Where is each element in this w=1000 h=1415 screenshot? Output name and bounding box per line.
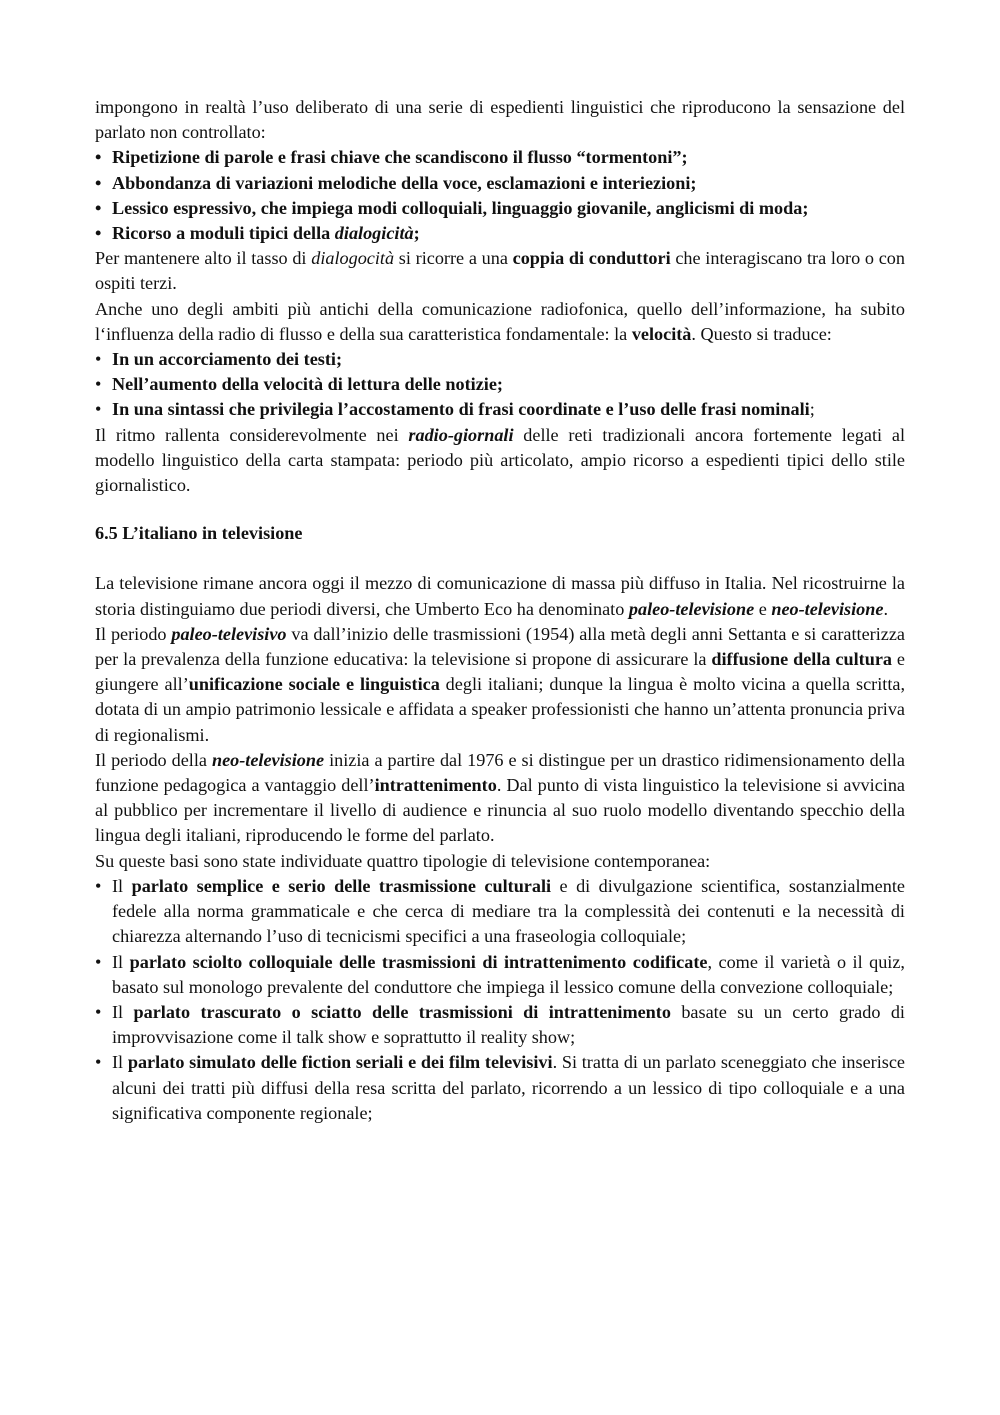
- paragraph-intro: impongono in realtà l’uso deliberato di una serie di espedienti linguistici che riproducono la sensazione del parlato non controllato:: [95, 97, 905, 143]
- list-item: • Nell’aumento della velocità di lettura delle notizie;: [95, 372, 905, 397]
- bullet-icon: •: [95, 349, 102, 370]
- paragraph-tv-intro: La televisione rimane ancora oggi il mezzo di comunicazione di massa più diffuso in Italia. Nel ricostruirne la storia distinguiamo due periodi diversi, che Umberto Eco ha denominato paleo-televisione e neo-televisione.: [95, 573, 905, 619]
- bullet-icon: •: [95, 197, 102, 218]
- bullet-icon: •: [95, 1052, 102, 1073]
- paragraph-radio-news: Il ritmo rallenta considerevolmente nei radio-giornali delle reti tradizionali ancora fortemente legati al modello linguistico della carta stampata: periodo più articolato, ampio ricorso a espedienti tipici dello stile giornalistico.: [95, 424, 905, 496]
- paragraph-paleo-tv: Il periodo paleo-televisivo va dall’inizio delle trasmissioni (1954) alla metà degli anni Settanta e si caratterizza per la prevalenza della funzione educativa: la televisione si propone di assicurare la diffusione della cultura e giungere all’unificazione sociale e linguistica degli italiani; dunque la lingua è molto vicina a quella scritta, dotata di un ampio patrimonio lessicale e affidata a speaker professionisti che hanno un’attenta pronuncia priva di regionalismi.: [95, 623, 905, 745]
- paragraph-information: Anche uno degli ambiti più antichi della comunicazione radiofonica, quello dell’informazione, ha subito l‘influenza della radio di flusso e della sua caratteristica fondamentale: la velocità. Questo si traduce:: [95, 298, 905, 344]
- paragraph-dialogicity: Per mantenere alto il tasso di dialogocità si ricorre a una coppia di conduttori che interagiscano tra loro o con ospiti terzi.: [95, 248, 905, 294]
- list-item: • Ripetizione di parole e frasi chiave che scandiscono il flusso “tormentoni”;: [95, 145, 905, 170]
- bullet-icon: •: [95, 223, 102, 244]
- list-item: • Il parlato trascurato o sciatto delle trasmissioni di intrattenimento basate su un certo grado di improvvisazione come il talk show e soprattutto il reality show;: [95, 1001, 905, 1048]
- bullet-icon: •: [95, 399, 102, 420]
- list-tv-typologies: [95, 874, 905, 1126]
- bullet-icon: •: [95, 875, 102, 896]
- section-title: 6.5 L’italiano in televisione: [95, 523, 303, 544]
- bullet-icon: •: [95, 951, 102, 972]
- bullet-icon: •: [95, 147, 102, 168]
- list-item: • Ricorso a moduli tipici della dialogicità;: [95, 221, 905, 246]
- list-item: • Il parlato simulato delle fiction seriali e dei film televisivi. Si tratta di un parlato sceneggiato che inserisce alcuni dei tratti più diffusi della resa scritta del parlato, ricorrendo a un lessico di tipo colloquiale e a una significativa componente regionale;: [95, 1052, 906, 1123]
- list-item: • Lessico espressivo, che impiega modi colloquiali, linguaggio giovanile, anglicismi di moda;: [95, 196, 905, 221]
- list-item: • Abbondanza di variazioni melodiche della voce, esclamazioni e interiezioni;: [95, 171, 905, 196]
- list-item: • In una sintassi che privilegia l’accostamento di frasi coordinate e l’uso delle frasi nominali;: [95, 397, 905, 422]
- paragraph-typologies: Su queste basi sono state individuate quattro tipologie di televisione contemporanea:: [95, 850, 711, 871]
- paragraph-neo-tv: Il periodo della neo-televisione inizia a partire dal 1976 e si distingue per un drastico ridimensionamento della funzione pedagogica a vantaggio dell’intrattenimento. Dal punto di vista linguistico la televisione si avvicina al pubblico per incrementare il livello di audience e rinuncia al suo ruolo modello diventando specchio della lingua degli italiani, riproducendo le forme del parlato.: [95, 749, 905, 846]
- list-spoken-devices: [95, 145, 905, 246]
- bullet-icon: •: [95, 1001, 102, 1022]
- list-item: • Il parlato sciolto colloquiale delle trasmissioni di intrattenimento codificate, come il varietà o il quiz, basato sul monologo prevalente del conduttore che impiega il lessico comune della convezione colloquiale;: [95, 951, 905, 997]
- list-speed-effects: [95, 347, 905, 423]
- bullet-icon: •: [95, 374, 102, 395]
- bullet-icon: •: [95, 172, 102, 193]
- list-item: • Il parlato semplice e serio delle trasmissione culturali e di divulgazione scientifica, sostanzialmente fedele alla norma grammaticale e che cerca di mediare tra la complessità dei contenuti e la necessità di chiarezza alternando l’uso di tecnicismi specifici a una fraseologia colloquiale;: [95, 875, 905, 947]
- list-item: • In un accorciamento dei testi;: [95, 347, 905, 372]
